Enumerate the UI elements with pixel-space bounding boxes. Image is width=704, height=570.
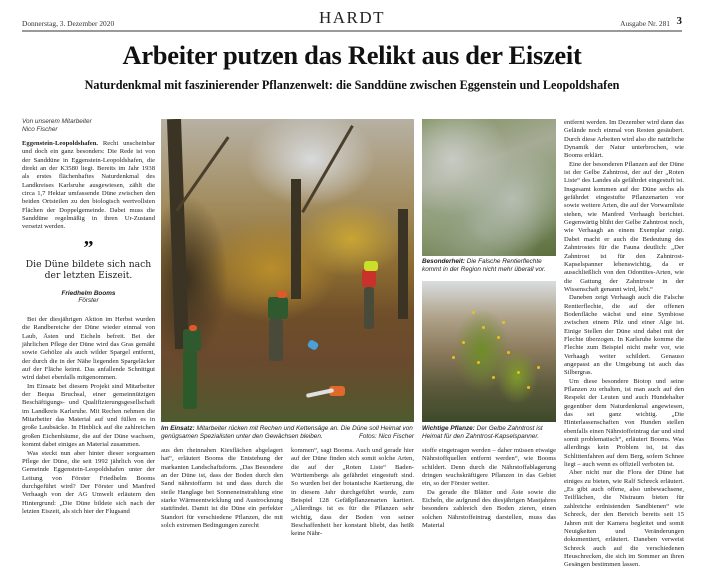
caption-text: Der Gelbe Zahntrost ist Heimat für den Zahntrost-Kapselspanner. (422, 425, 543, 440)
flower (507, 351, 510, 354)
branch (301, 125, 354, 213)
flower (527, 386, 530, 389)
article-subheadline: Naturdenkmal mit faszinierender Pflanzenwelt: die Sanddüne zwischen Eggenstein und Leopoldshafen (84, 78, 620, 92)
paragraph: entfernt werden. Im Dezember wird dann das Gelände noch einmal von Resten gesäubert. Durch diese Arbeiten wird also die natürliche Dynamik der Natur unterbrochen, wie Booms erklärt. (564, 119, 684, 160)
worker-figure (183, 329, 201, 351)
flower (497, 336, 500, 339)
zahntrost-photo (422, 281, 556, 422)
tree-trunk (291, 179, 301, 299)
issue-number: Ausgabe Nr. 281 (620, 19, 670, 28)
quote-role: Förster (78, 297, 99, 304)
flower (462, 341, 465, 344)
main-photo (161, 119, 414, 422)
pull-quote (22, 237, 155, 304)
hi-vis-vest (364, 261, 378, 271)
paragraph: Bei der diesjährigen Aktion im Herbst wurden die Randbereiche der Düne wieder einmal von Laub, Ästen und Eicheln befreit. Bei der jährlichen Pflege der Düne wird das Gras gemäht sowie Gehölze als auch wilder Spargel entfernt, der durch die in der Nähe liegenden Spargeläcker auf der Fläche keimt. Das anfallende Schnittgut wird dabei ebenfalls mitgenommen. (22, 316, 155, 382)
quote-author: Friedhelm Booms (61, 290, 116, 297)
caption-label: Besonderheit: (422, 258, 465, 265)
byline-author: Nico Fischer (22, 126, 58, 133)
flower (452, 356, 455, 359)
paragraph: Eine der besonderen Pflanzen auf der Düne ist der Gelbe Zahntrost, der auf der „Roten Liste“ des Landes als gefährdet eingestuft ist. Insgesamt kommen auf der Düne sechs als gefährdet eingestufte Pflanzenarten vor sowie weitere Arten, die auf der Vorwarnliste stehen, wie Manfred Verhaagh berichtet. Gegenwärtig blüht der Gelbe Zahntrost noch, wie Verhaagh an einem Exemplar zeigt. Dabei macht er auch die Bedeutung des Zahntrostes für die Fauna deutlich: „Der Zahntrost ist für den Zahntrost-Kapselspanner lebenswichtig, da er ausschließlich von den Odontites-Arten, wie die Gattung der Zahntroste in der Wissenschaft genannt wird, lebt.“ (564, 160, 684, 293)
section-title: HARDT (318, 8, 386, 27)
flower (472, 311, 475, 314)
safety-helmet (277, 291, 287, 298)
worker-legs (364, 287, 374, 329)
main-photo-caption (161, 425, 414, 441)
paragraph: stoffe eingetragen werden – daher müssen etwaige Nährstoffquellen entfernt werden“, wie Booms schildert. Denn durch die Nährstoffablagerung dringen wuchskräftigere Pflanzen in das Gebiet ein, so der Förster weiter. (422, 447, 556, 488)
body-column-4 (422, 447, 556, 530)
flower (477, 361, 480, 364)
flower (502, 321, 505, 324)
byline (22, 118, 152, 134)
flower (537, 366, 540, 369)
zahntrost-photo-caption (422, 425, 558, 441)
article-headline: Arbeiter putzen das Relikt aus der Eiszeit (122, 40, 582, 70)
photo-credit: Fotos: Nico Fischer (358, 433, 414, 440)
paragraph: Um diese besondere Biotop und seine Pflanzen zu erhalten, ist man auch auf den Respekt der Leuten und auch Hundehalter gegenüber dem Naturdenkmal angewiesen, das sei ganz wichtig. „Die Hinterlassenschaften von Hunden stellen ebenfalls einen Nährstoffeintrag dar und sind somit problematisch“, erläutert Booms. Was allerdings kein Problem ist, ist das Schlittenfahren auf dem Berg, sofern Schnee liegt – auch wenn es offiziell verboten ist. (564, 377, 684, 469)
byline-role: Von unserem Mitarbeiter (22, 118, 92, 125)
page-number: 3 (676, 15, 682, 27)
paragraph: Aber nicht nur die Flora der Düne hat einiges zu bieten, wie Ralf Schreck erläutert. „Es gibt auch offene, also unbewachsene, Teilflächen, die Nistraum bieten für zahlreiche erdnistenden Sandbienen“ wie Schreck, der den Bereich bereits seit 15 Jahren mit der Kamera begleitet und somit Neuigkeiten und Veränderungen dokumentiert, erläutert. Daneben verweist Schreck auch auf die verschiedenen Heuschrecken, die sich im Sommer an ihren Gesängen bestimmen lassen. (564, 469, 684, 569)
flower (517, 371, 520, 374)
flower (492, 376, 495, 379)
caption-text: Mitarbeiter rücken mit Rechen und Kettensäge an. Die Düne soll Heimat von genügsamen Spezialisten unter den Gewächsen bleiben. (161, 425, 413, 440)
tree-trunk (167, 119, 189, 349)
paragraph: Was steckt nun aber hinter dieser sorgsamen Pflege der Düne, die seit 1992 jährlich von der Gemeinde Eggenstein-Leopoldshafen unter der Leitung von Förster Friedhelm Booms durchgeführt wird? Der Förster und Manfred Verhaagh von der AG Umwelt erläutern den Hintergrund: „Die Düne bildete sich nach der letzten Eiszeit, als sich hier der Flugsand (22, 449, 155, 515)
shovel (307, 339, 320, 351)
lichen-photo (422, 119, 556, 256)
lichen-photo-caption (422, 258, 558, 274)
worker-figure (362, 269, 376, 287)
header-rule (22, 30, 682, 32)
caption-label: Wichtige Pflanze: (422, 425, 475, 432)
paragraph: aus den rheinnahen Kiesflächen abgelagert hat“, erläutert Booms die Entstehung der markanten Landschaftsform. „Das Besondere an der Düne ist, dass der Boden durch den Sand nährstoffarm ist und dass durch die steile Hanglage bei Sonneneinstrahlung eine starke Wärmeentwicklung und Austrocknung stattfindet. Damit ist die Düne ein perfekter Standort für verschiedene Pflanzen, die mit solch extremen Bedingungen zurecht (161, 447, 283, 530)
body-column-5 (564, 119, 684, 570)
caption-text: Die Falsche Rentierflechte kommt in der Region nicht mehr überall vor. (422, 258, 546, 273)
worker-legs (269, 319, 283, 361)
quote-mark-icon: ” (83, 237, 94, 259)
worker-legs (183, 351, 197, 409)
quote-text: Die Düne bildete sich nach der letzten Eiszeit. (25, 259, 152, 281)
paragraph: Im Einsatz bei diesem Projekt sind Mitarbeiter der Bequa Bruchsal, einer gemeinnützigen Beschäftigungs- und Qualifizierungsgesellschaft im Landkreis Karlsruhe. Mit Rechen nehmen die Mitarbeiter das Material auf und füllen es in große Laubsäcke. In Hinblick auf die zahlreichen großen Eichenbäume, die auf der Düne wachsen, kommt dabei einiges an Material zusammen. (22, 382, 155, 449)
body-column-1 (22, 316, 155, 516)
caption-label: Im Einsatz: (161, 425, 195, 432)
lead-paragraph (22, 140, 155, 232)
worker-figure (268, 297, 288, 319)
tree-trunk (398, 209, 408, 319)
flower (482, 326, 485, 329)
paragraph: Daneben zeigt Verhaagh auch die Falsche Rentierflechte, die auf der offenen Bodenfläche wächst und eine Symbiose zwischen einem Pilz und einer Alge ist. Einige Stellen der Düne sind dabei mit der Flechte überzogen. In Karlsruhe komme die Flechte zum Beispiel nicht mehr vor, wie Verhaagh weiter schildert. Genauso angepasst an die Umgebung ist auch das Silbergras. (564, 294, 684, 377)
paragraph: Da gerade die Blätter und Äste sowie die Eicheln, die aufgrund des diesjährigen Mastjahres besonders zahlreich den Boden zieren, einen solchen Nährstoffeintrag darstellen, muss das Material (422, 488, 556, 530)
dateline: Eggenstein-Leopoldshafen. (22, 140, 99, 147)
safety-collar (189, 325, 197, 331)
lead-text: Recht unscheinbar und doch ein ganz besonders: Die Rede ist von der Sanddüne in Eggenstein-Leopoldshafen, die direkt an der K3580 liegt. Bereits im Jahr 1938 als erstes flächenhaftes Naturdenkmal des Landkreises Karlsruhe ausgewiesen, zählt die circa 1,7 Hektar umfassende Düne zwischen den beiden Ortsteilen zu den biologisch wertvollsten Flächen der Doppelgemeinde. Dabei muss die Sanddüne regelmäßig in ihren Ur-Zustand versetzt werden. (22, 140, 155, 231)
branch (175, 136, 229, 211)
body-column-3 (291, 447, 414, 539)
paragraph: kommen“, sagt Booms. Auch und gerade hier auf der Düne finden sich somit solche Arten, die auf der „Roten Liste“ Baden-Württembergs als gefährdet eingestuft sind. So wurden bei der botanische Kartierung, die in diesem Jahr durchgeführt wurde, zum Beispiel 128 Gefäßpflanzenarten kartiert. „Allerdings ist es für die Pflanzen sehr wichtig, dass der Boden von seiner Beschaffenheit her konstant bliebt, das heißt keine Nähr- (291, 447, 414, 538)
body-column-2 (161, 447, 283, 530)
issue-date: Donnerstag, 3. Dezember 2020 (22, 19, 115, 28)
